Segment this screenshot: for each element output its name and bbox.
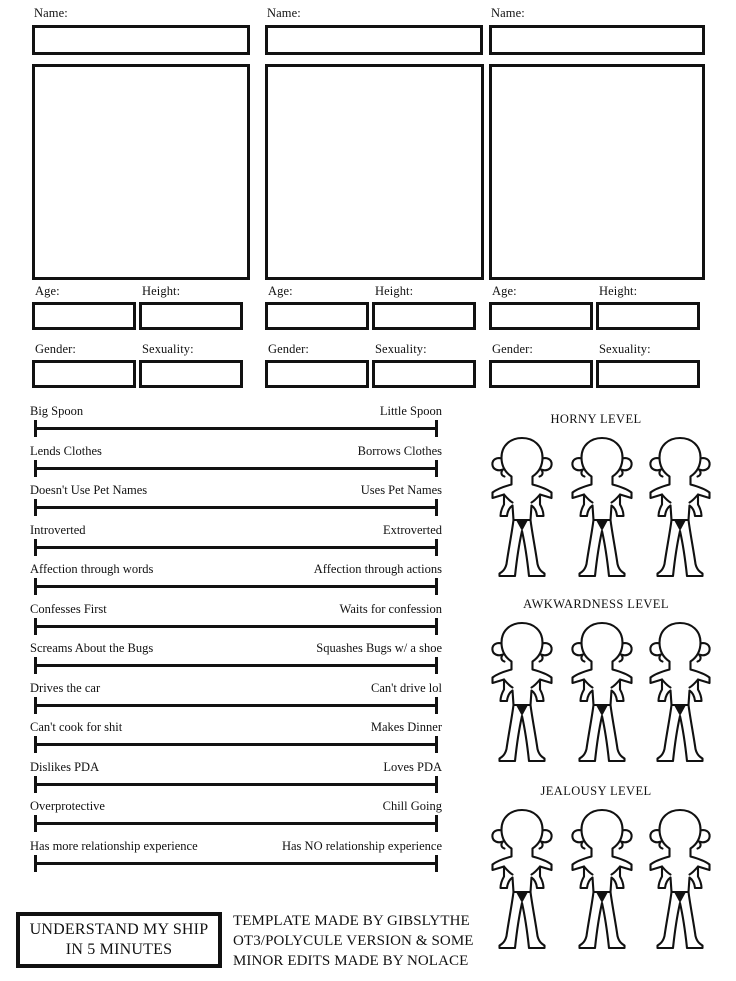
trait-slider-row[interactable] [0, 681, 470, 721]
name-label: Name: [34, 6, 68, 20]
slider-track[interactable] [34, 585, 438, 588]
credit-line-3: MINOR EDITS MADE BY NOLACE [233, 953, 469, 969]
age-input[interactable] [489, 302, 593, 330]
slider-cap-left-icon [34, 815, 37, 832]
credit-line-2: OT3/POLYCULE VERSION & SOME [233, 933, 474, 949]
slider-label-left: Big Spoon [30, 404, 84, 418]
gender-label: Gender: [492, 342, 533, 356]
slider-label-left: Lends Clothes [30, 443, 102, 458]
slider-endpoint-labels [30, 602, 442, 617]
trait-slider-list [0, 404, 470, 894]
slider-label-left: Affection through words [30, 562, 154, 576]
slider-label-right: Can't drive lol [371, 680, 442, 695]
slider-cap-left-icon [34, 697, 37, 714]
trait-slider-row[interactable] [0, 760, 470, 800]
slider-cap-left-icon [34, 539, 37, 556]
height-input[interactable] [372, 302, 476, 330]
slider-track[interactable] [34, 467, 438, 470]
slider-track[interactable] [34, 546, 438, 549]
slider-cap-left-icon [34, 499, 37, 516]
slider-endpoint-labels [30, 483, 442, 498]
slider-cap-right-icon [435, 657, 438, 674]
gender-label: Gender: [35, 342, 76, 356]
slider-label-right: Chill Going [382, 799, 442, 813]
slider-label-right: Borrows Clothes [357, 443, 442, 458]
slider-cap-left-icon [34, 657, 37, 674]
slider-label-left: Has more relationship experience [30, 838, 198, 853]
body-figure-icon[interactable] [560, 432, 644, 582]
level-title: JEALOUSY LEVEL [540, 784, 652, 798]
sexuality-input[interactable] [139, 360, 243, 388]
name-input[interactable] [489, 25, 705, 55]
body-figure-icon[interactable] [638, 432, 722, 582]
slider-cap-right-icon [435, 460, 438, 477]
slider-label-right: Waits for confession [339, 601, 442, 616]
slider-cap-left-icon [34, 460, 37, 477]
body-figure-icon[interactable] [560, 617, 644, 767]
slider-track[interactable] [34, 704, 438, 707]
slider-endpoint-labels [30, 641, 442, 656]
body-figure-icon[interactable] [638, 617, 722, 767]
level-title: AWKWARDNESS LEVEL [523, 597, 669, 611]
name-label: Name: [267, 6, 301, 20]
trait-slider-row[interactable] [0, 483, 470, 523]
trait-slider-row[interactable] [0, 444, 470, 484]
slider-track[interactable] [34, 862, 438, 865]
slider-cap-right-icon [435, 499, 438, 516]
slider-cap-left-icon [34, 776, 37, 793]
figure-row [480, 617, 720, 767]
slider-track[interactable] [34, 427, 438, 430]
slider-cap-left-icon [34, 578, 37, 595]
level-groups [476, 404, 736, 904]
sexuality-label: Sexuality: [142, 342, 194, 356]
slider-label-left: Dislikes PDA [30, 759, 100, 774]
body-figure-icon[interactable] [480, 432, 564, 582]
slider-cap-left-icon [34, 855, 37, 872]
slider-label-left: Overprotective [30, 799, 105, 813]
slider-cap-left-icon [34, 618, 37, 635]
sexuality-input[interactable] [372, 360, 476, 388]
trait-slider-row[interactable] [0, 602, 470, 642]
credit-line-1: TEMPLATE MADE BY GIBSLYTHE [233, 913, 470, 929]
slider-label-right: Squashes Bugs w/ a shoe [316, 641, 442, 655]
slider-label-right: Affection through actions [313, 562, 442, 576]
slider-label-right: Extroverted [382, 522, 442, 537]
gender-input[interactable] [489, 360, 593, 388]
slider-endpoint-labels [30, 523, 442, 538]
slider-label-right: Has NO relationship experience [281, 838, 442, 853]
slider-track[interactable] [34, 506, 438, 509]
slider-label-right: Makes Dinner [370, 720, 442, 734]
slider-cap-right-icon [435, 578, 438, 595]
name-label: Name: [491, 6, 525, 20]
sexuality-label: Sexuality: [375, 342, 427, 356]
height-input[interactable] [596, 302, 700, 330]
trait-slider-row[interactable] [0, 839, 470, 879]
slider-cap-right-icon [435, 539, 438, 556]
trait-slider-row[interactable] [0, 641, 470, 681]
gender-input[interactable] [265, 360, 369, 388]
age-label: Age: [268, 284, 293, 298]
slider-endpoint-labels [30, 760, 442, 775]
age-input[interactable] [32, 302, 136, 330]
figure-row [480, 432, 720, 582]
slider-label-left: Confesses First [30, 601, 107, 616]
slider-cap-right-icon [435, 420, 438, 437]
trait-slider-row[interactable] [0, 562, 470, 602]
trait-slider-row[interactable] [0, 523, 470, 563]
slider-label-left: Can't cook for shit [30, 720, 123, 734]
slider-cap-left-icon [34, 420, 37, 437]
slider-cap-right-icon [435, 736, 438, 753]
credit-text [233, 911, 493, 971]
slider-track[interactable] [34, 625, 438, 628]
slider-endpoint-labels [30, 839, 442, 854]
slider-cap-right-icon [435, 618, 438, 635]
character-column-1 [26, 0, 252, 396]
title-box [16, 912, 222, 968]
slider-endpoint-labels [30, 444, 442, 459]
slider-endpoint-labels [30, 799, 442, 814]
character-column-3 [483, 0, 705, 396]
portrait-drawing-area[interactable] [32, 64, 250, 280]
body-figure-icon[interactable] [480, 617, 564, 767]
slider-label-left: Doesn't Use Pet Names [30, 483, 148, 497]
title-line-2: IN 5 MINUTES [65, 941, 173, 958]
slider-endpoint-labels [30, 681, 442, 696]
slider-track[interactable] [34, 783, 438, 786]
sexuality-label: Sexuality: [599, 342, 651, 356]
slider-track[interactable] [34, 822, 438, 825]
slider-cap-right-icon [435, 815, 438, 832]
title-line-1: UNDERSTAND MY SHIP [29, 921, 209, 938]
slider-track[interactable] [34, 664, 438, 667]
slider-label-left: Drives the car [30, 680, 101, 695]
footer [0, 905, 736, 981]
name-input[interactable] [265, 25, 483, 55]
trait-slider-row[interactable] [0, 799, 470, 839]
character-column-2 [259, 0, 485, 396]
age-input[interactable] [265, 302, 369, 330]
level-title: HORNY LEVEL [550, 412, 642, 426]
level-group [476, 597, 736, 787]
trait-slider-row[interactable] [0, 720, 470, 760]
level-group [476, 412, 736, 602]
slider-cap-left-icon [34, 736, 37, 753]
slider-label-right: Little Spoon [379, 404, 442, 418]
slider-label-left: Introverted [30, 522, 86, 537]
height-input[interactable] [139, 302, 243, 330]
slider-label-left: Screams About the Bugs [30, 641, 154, 655]
slider-cap-right-icon [435, 855, 438, 872]
slider-endpoint-labels [30, 720, 442, 735]
gender-label: Gender: [268, 342, 309, 356]
slider-track[interactable] [34, 743, 438, 746]
portrait-drawing-area[interactable] [489, 64, 705, 280]
slider-label-right: Loves PDA [383, 759, 442, 774]
age-label: Age: [35, 284, 60, 298]
slider-endpoint-labels [30, 404, 442, 419]
height-label: Height: [599, 284, 638, 298]
slider-cap-right-icon [435, 697, 438, 714]
height-label: Height: [375, 284, 414, 298]
name-input[interactable] [32, 25, 250, 55]
height-label: Height: [142, 284, 181, 298]
slider-label-right: Uses Pet Names [360, 483, 442, 497]
trait-slider-row[interactable] [0, 404, 470, 444]
portrait-drawing-area[interactable] [265, 64, 484, 280]
slider-cap-right-icon [435, 776, 438, 793]
slider-endpoint-labels [30, 562, 442, 577]
sexuality-input[interactable] [596, 360, 700, 388]
gender-input[interactable] [32, 360, 136, 388]
age-label: Age: [492, 284, 517, 298]
character-columns [0, 0, 736, 396]
